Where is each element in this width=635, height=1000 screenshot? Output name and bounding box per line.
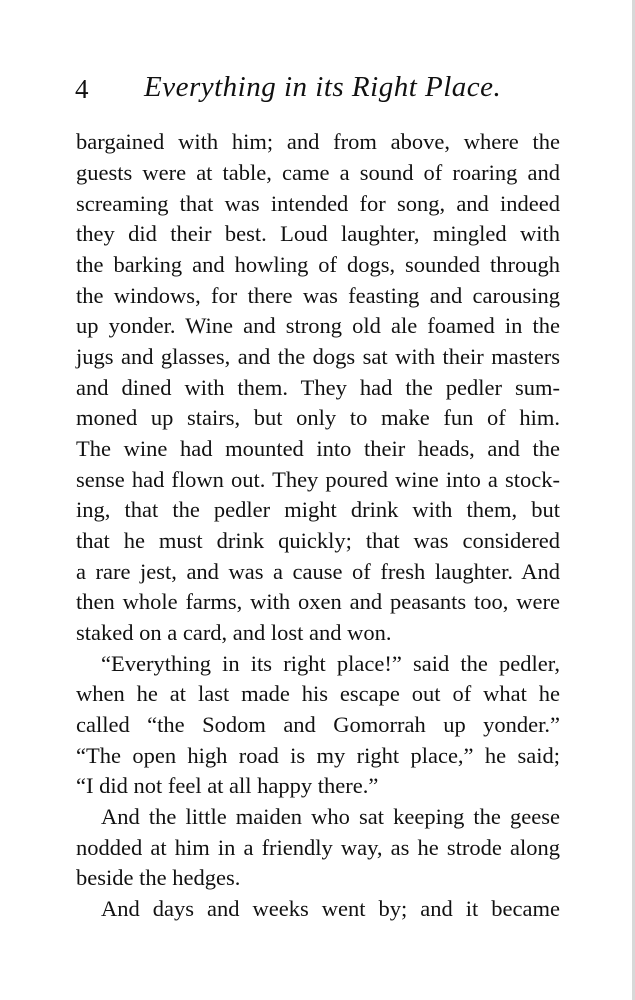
text-line: “I did not feel at all happy there.” — [76, 773, 379, 798]
text-line: sense had flown out. They poured wine into a stock- — [76, 467, 560, 492]
page-number: 4 — [75, 74, 89, 104]
text-line: nodded at him in a friendly way, as he strode along — [76, 835, 560, 860]
text-line: the barking and howling of dogs, sounded through — [76, 252, 560, 277]
text-line: a rare jest, and was a cause of fresh laughter. And — [76, 559, 560, 584]
text-line: that he must drink quickly; that was considered — [76, 528, 560, 553]
text-line: “The open high road is my right place,” he said; — [76, 743, 560, 768]
text-line: jugs and glasses, and the dogs sat with their masters — [76, 344, 560, 369]
text-line: And the little maiden who sat keeping the geese — [101, 804, 560, 829]
text-line: And days and weeks went by; and it became — [101, 896, 560, 921]
text-line: when he at last made his escape out of what he — [76, 681, 560, 706]
text-line: bargained with him; and from above, where the — [76, 129, 560, 154]
text-line: moned up stairs, but only to make fun of him. — [76, 405, 560, 430]
text-line: beside the hedges. — [76, 865, 241, 890]
text-line: then whole farms, with oxen and peasants too, were — [76, 589, 560, 614]
text-line: they did their best. Loud laughter, mingled with — [76, 221, 560, 246]
text-line: and dined with them. They had the pedler sum- — [76, 375, 560, 400]
text-line: “Everything in its right place!” said the pedler, — [101, 651, 560, 676]
text-line: screaming that was intended for song, and indeed — [76, 191, 560, 216]
text-line: the windows, for there was feasting and carousing — [76, 283, 560, 308]
text-line: guests were at table, came a sound of roaring and — [76, 160, 560, 185]
text-line: called “the Sodom and Gomorrah up yonder.” — [76, 712, 560, 737]
running-title: Everything in its Right Place. — [144, 71, 502, 103]
text-line: The wine had mounted into their heads, and the — [76, 436, 560, 461]
text-line: up yonder. Wine and strong old ale foamed in the — [76, 313, 560, 338]
text-line: staked on a card, and lost and won. — [76, 620, 392, 645]
text-line: ing, that the pedler might drink with them, but — [76, 497, 560, 522]
